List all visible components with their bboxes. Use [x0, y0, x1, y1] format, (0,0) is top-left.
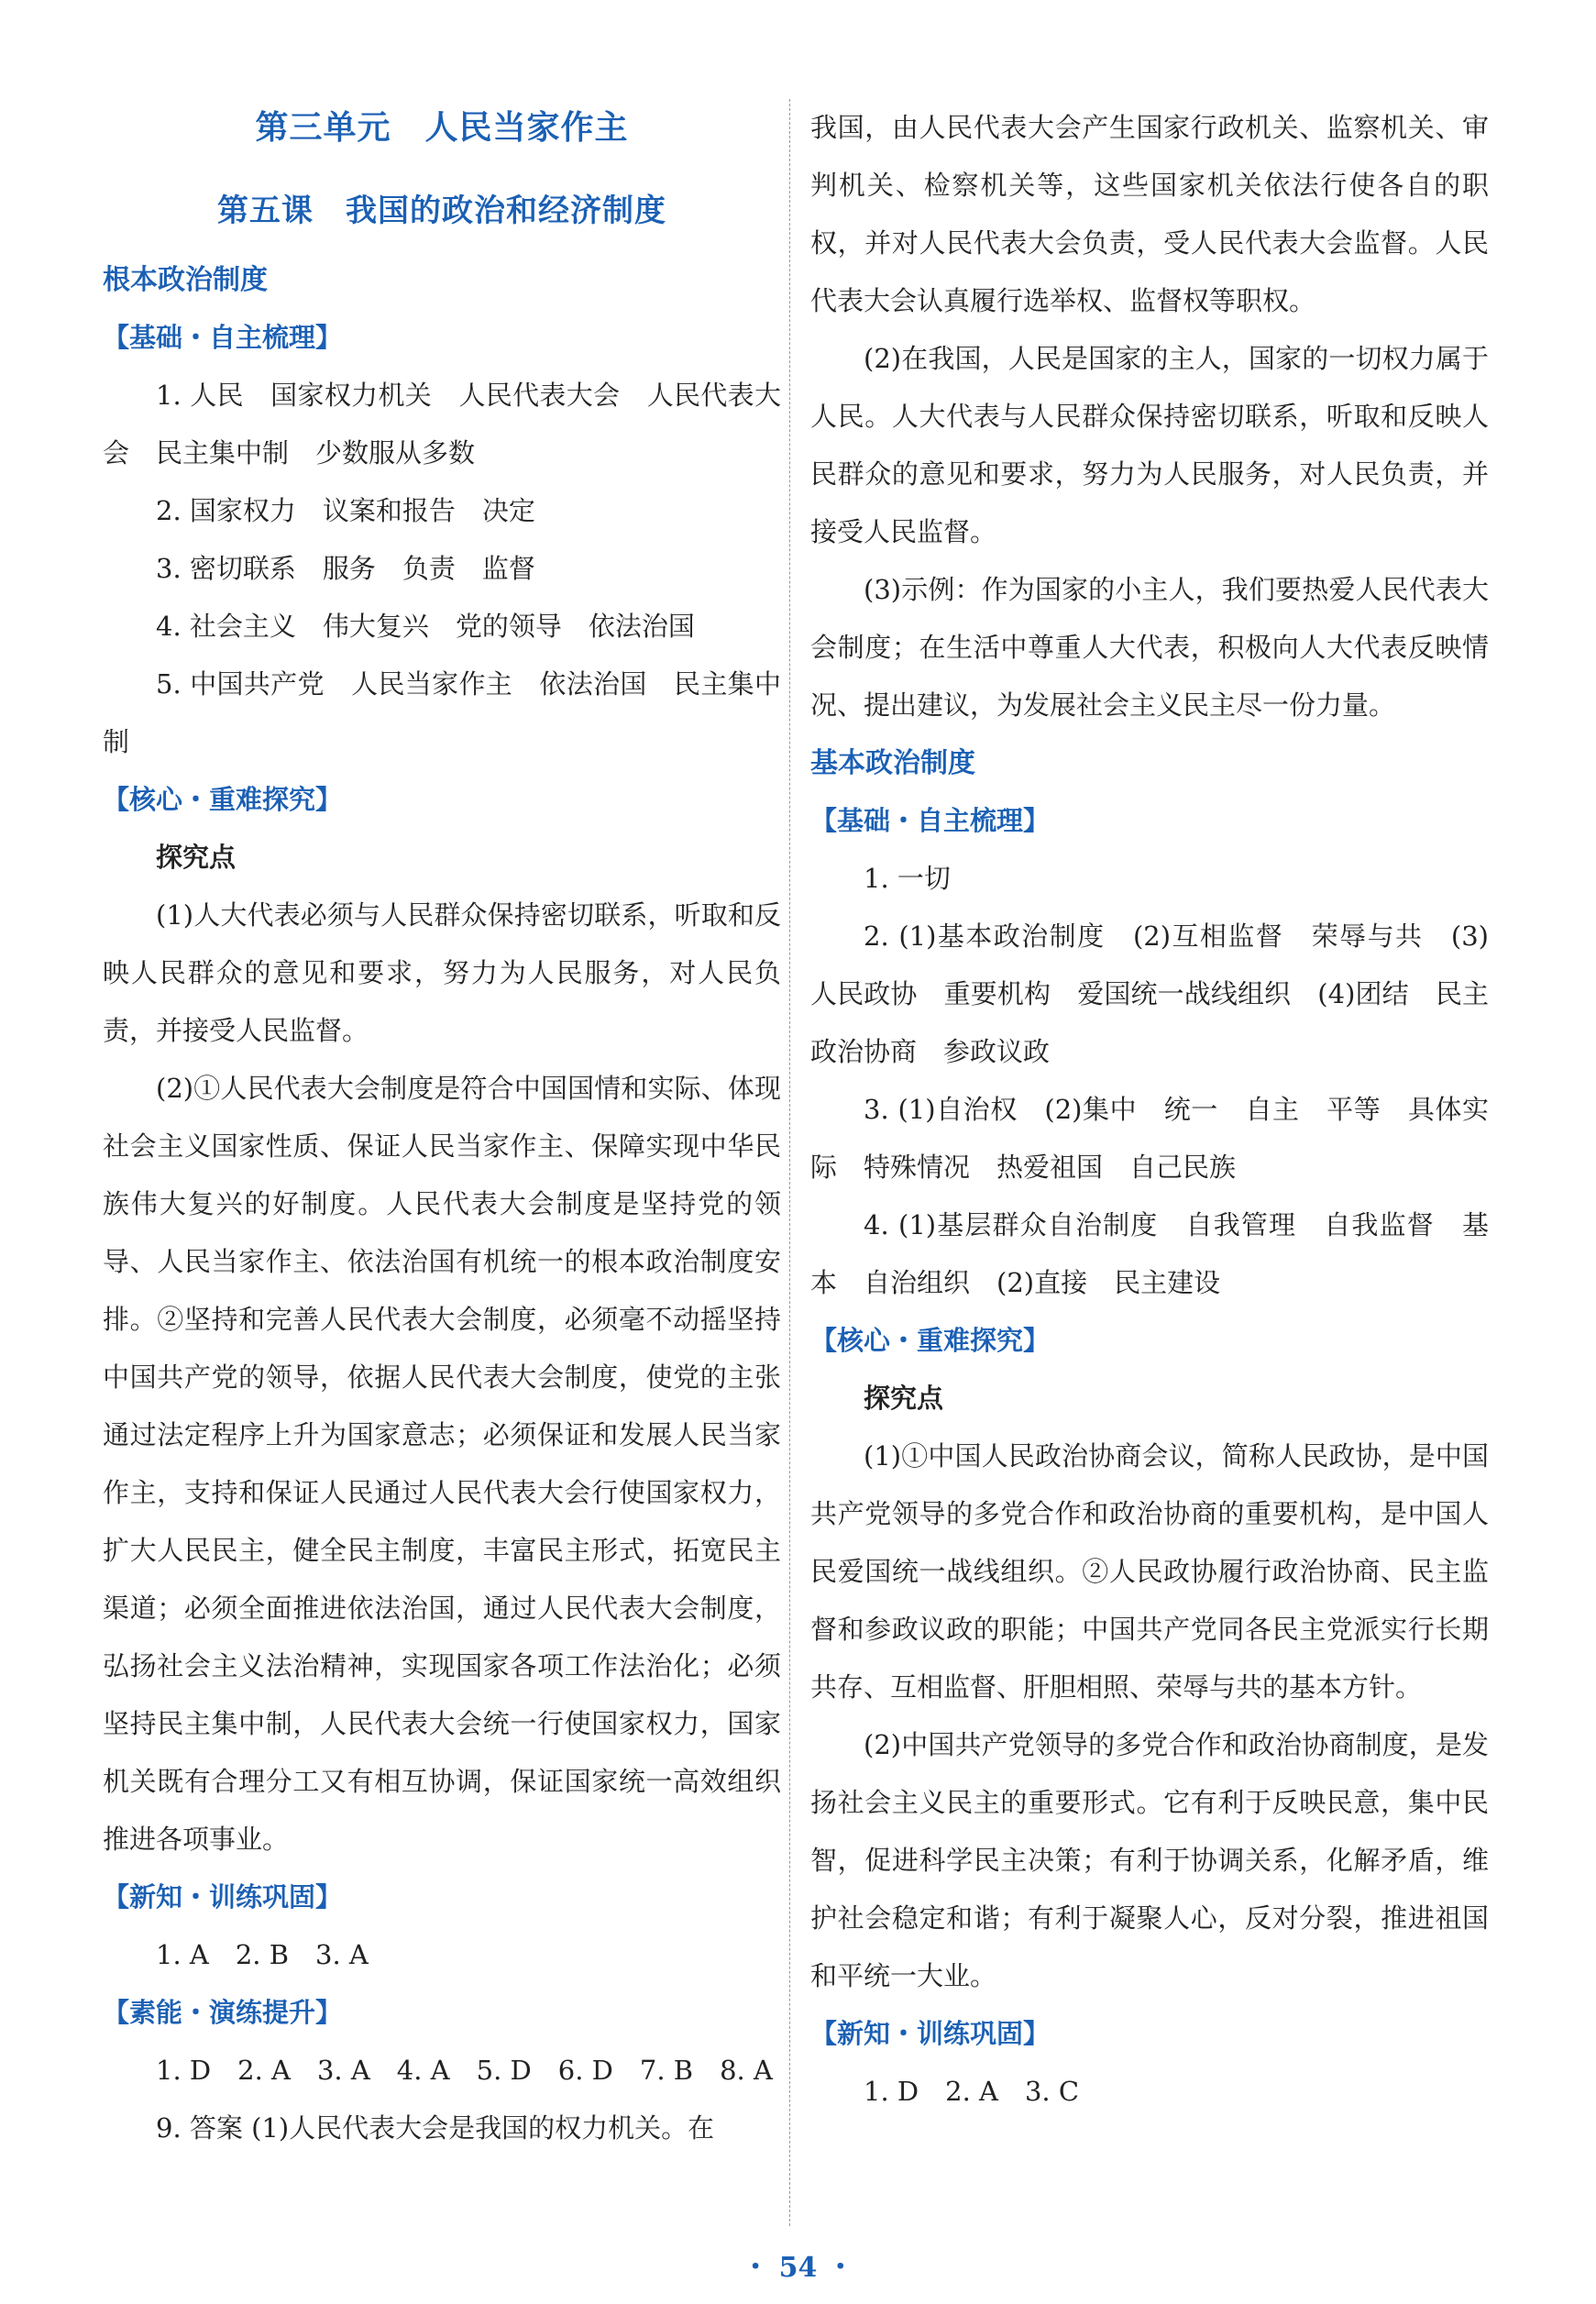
- basic-item: 1. 人民 国家权力机关 人民代表大会 人民代表大会 民主集中制 少数服从多数: [103, 380, 781, 469]
- basic-item: 3. (1)自治权 (2)集中 统一 自主 平等 具体实际 特殊情况 热爱祖国 自己民族: [810, 1094, 1489, 1183]
- basic-item: 4. 社会主义 伟大复兴 党的领导 依法治国: [156, 611, 695, 642]
- lesson-title: 第五课 我国的政治和经济制度: [217, 193, 666, 229]
- explore-paragraph: (1)人大代表必须与人民群众保持密切联系，听取和反映人民群众的意见和要求，努力为人民服务，对人民负责，并接受人民监督。: [103, 899, 781, 1046]
- unit-title: 第三单元 人民当家作主: [255, 109, 629, 147]
- basic-item: 1. 一切: [864, 863, 951, 894]
- basic-item: 4. (1)基层群众自治制度 自我管理 自我监督 基本 自治组织 (2)直接 民主建设: [810, 1209, 1489, 1298]
- explore-label: 探究点: [864, 1383, 944, 1414]
- basic-item: 3. 密切联系 服务 负责 监督: [156, 553, 535, 584]
- question-9-part-3: (3)示例：作为国家的小主人，我们要热爱人民代表大会制度；在生活中尊重人大代表，积极向人大代表反映情况、提出建议，为发展社会主义民主尽一份力量。: [810, 574, 1489, 721]
- basic-item: 2. (1)基本政治制度 (2)互相监督 荣辱与共 (3)人民政协 重要机构 爱国统一战线组织 (4)团结 民主 政治协商 参政议政: [810, 920, 1516, 1067]
- explore-label: 探究点: [156, 842, 237, 873]
- basic-item: 2. 国家权力 议案和报告 决定: [156, 495, 535, 526]
- question-9-answer: 9. 答案 (1)人民代表大会是我国的权力机关。在: [156, 2112, 715, 2144]
- core-explore-heading: 【核心・重难探究】: [810, 1325, 1051, 1356]
- explore-paragraph: (1)①中国人民政治协商会议，简称人民政协，是中国共产党领导的多党合作和政治协商的重要机构，是中国人民爱国统一战线组织。②人民政协履行政治协商、民主监督和参政议政的职能；中国共产党同各民主党派实行长期共存、互相监督、肝胆相照、荣辱与共的基本方针。: [810, 1440, 1489, 1703]
- question-9-part-2: (2)在我国，人民是国家的主人，国家的一切权力属于人民。人大代表与人民群众保持密切联系，听取和反映人民群众的意见和要求，努力为人民服务，对人民负责，并接受人民监督。: [810, 343, 1489, 547]
- new-knowledge-heading: 【新知・训练巩固】: [810, 2018, 1051, 2049]
- page-number: ・ 54 ・: [742, 2252, 854, 2284]
- basic-review-heading: 【基础・自主梳理】: [103, 322, 343, 353]
- ability-heading: 【素能・演练提升】: [103, 1997, 343, 2028]
- new-knowledge-answers: 1. A 2. B 3. A: [156, 1939, 369, 1970]
- basic-review-heading: 【基础・自主梳理】: [810, 805, 1051, 836]
- new-knowledge-heading: 【新知・训练巩固】: [103, 1881, 343, 1913]
- section-heading-basic-system: 基本政治制度: [810, 747, 975, 779]
- basic-item: 5. 中国共产党 人民当家作主 依法治国 民主集中制: [103, 668, 781, 757]
- ability-answers: 1. D 2. A 3. A 4. A 5. D 6. D 7. B 8. A: [156, 2055, 773, 2086]
- new-knowledge-answers: 1. D 2. A 3. C: [864, 2076, 1080, 2107]
- explore-paragraph: (2)①人民代表大会制度是符合中国国情和实际、体现社会主义国家性质、保证人民当家作主、保障实现中华民族伟大复兴的好制度。人民代表大会制度是坚持党的领导、人民当家作主、依法治国有机统一的根本政治制度安排。②坚持和完善人民代表大会制度，必须毫不动摇坚持中国共产党的领导，依据人民代表大会制度，使党的主张通过法定程序上升为国家意志；必须保证和发展人民当家作主，支持和保证人民通过人民代表大会行使国家权力，扩大人民民主，健全民主制度，丰富民主形式，拓宽民主渠道；必须全面推进依法治国，通过人民代表大会制度，弘扬社会主义法治精神，实现国家各项工作法治化；必须坚持民主集中制，人民代表大会统一行使国家权力，国家机关既有合理分工又有相互协调，保证国家统一高效组织推进各项事业。: [103, 1073, 781, 1855]
- core-explore-heading: 【核心・重难探究】: [103, 784, 343, 815]
- section-heading-fundamental-system: 根本政治制度: [103, 264, 268, 296]
- question-9-continued: 我国，由人民代表大会产生国家行政机关、监察机关、审判机关、检察机关等，这些国家机关依法行使各自的职权，并对人民代表大会负责，受人民代表大会监督。人民代表大会认真履行选举权、监督权等职权。: [810, 112, 1489, 316]
- left-column: [103, 99, 781, 2157]
- explore-paragraph: (2)中国共产党领导的多党合作和政治协商制度，是发扬社会主义民主的重要形式。它有利于反映民意，集中民智，促进科学民主决策；有利于协调关系，化解矛盾，维护社会稳定和谐；有利于凝聚人心，反对分裂，推进祖国和平统一大业。: [810, 1729, 1489, 1991]
- column-divider: [789, 99, 791, 2226]
- right-column: [810, 99, 1516, 2121]
